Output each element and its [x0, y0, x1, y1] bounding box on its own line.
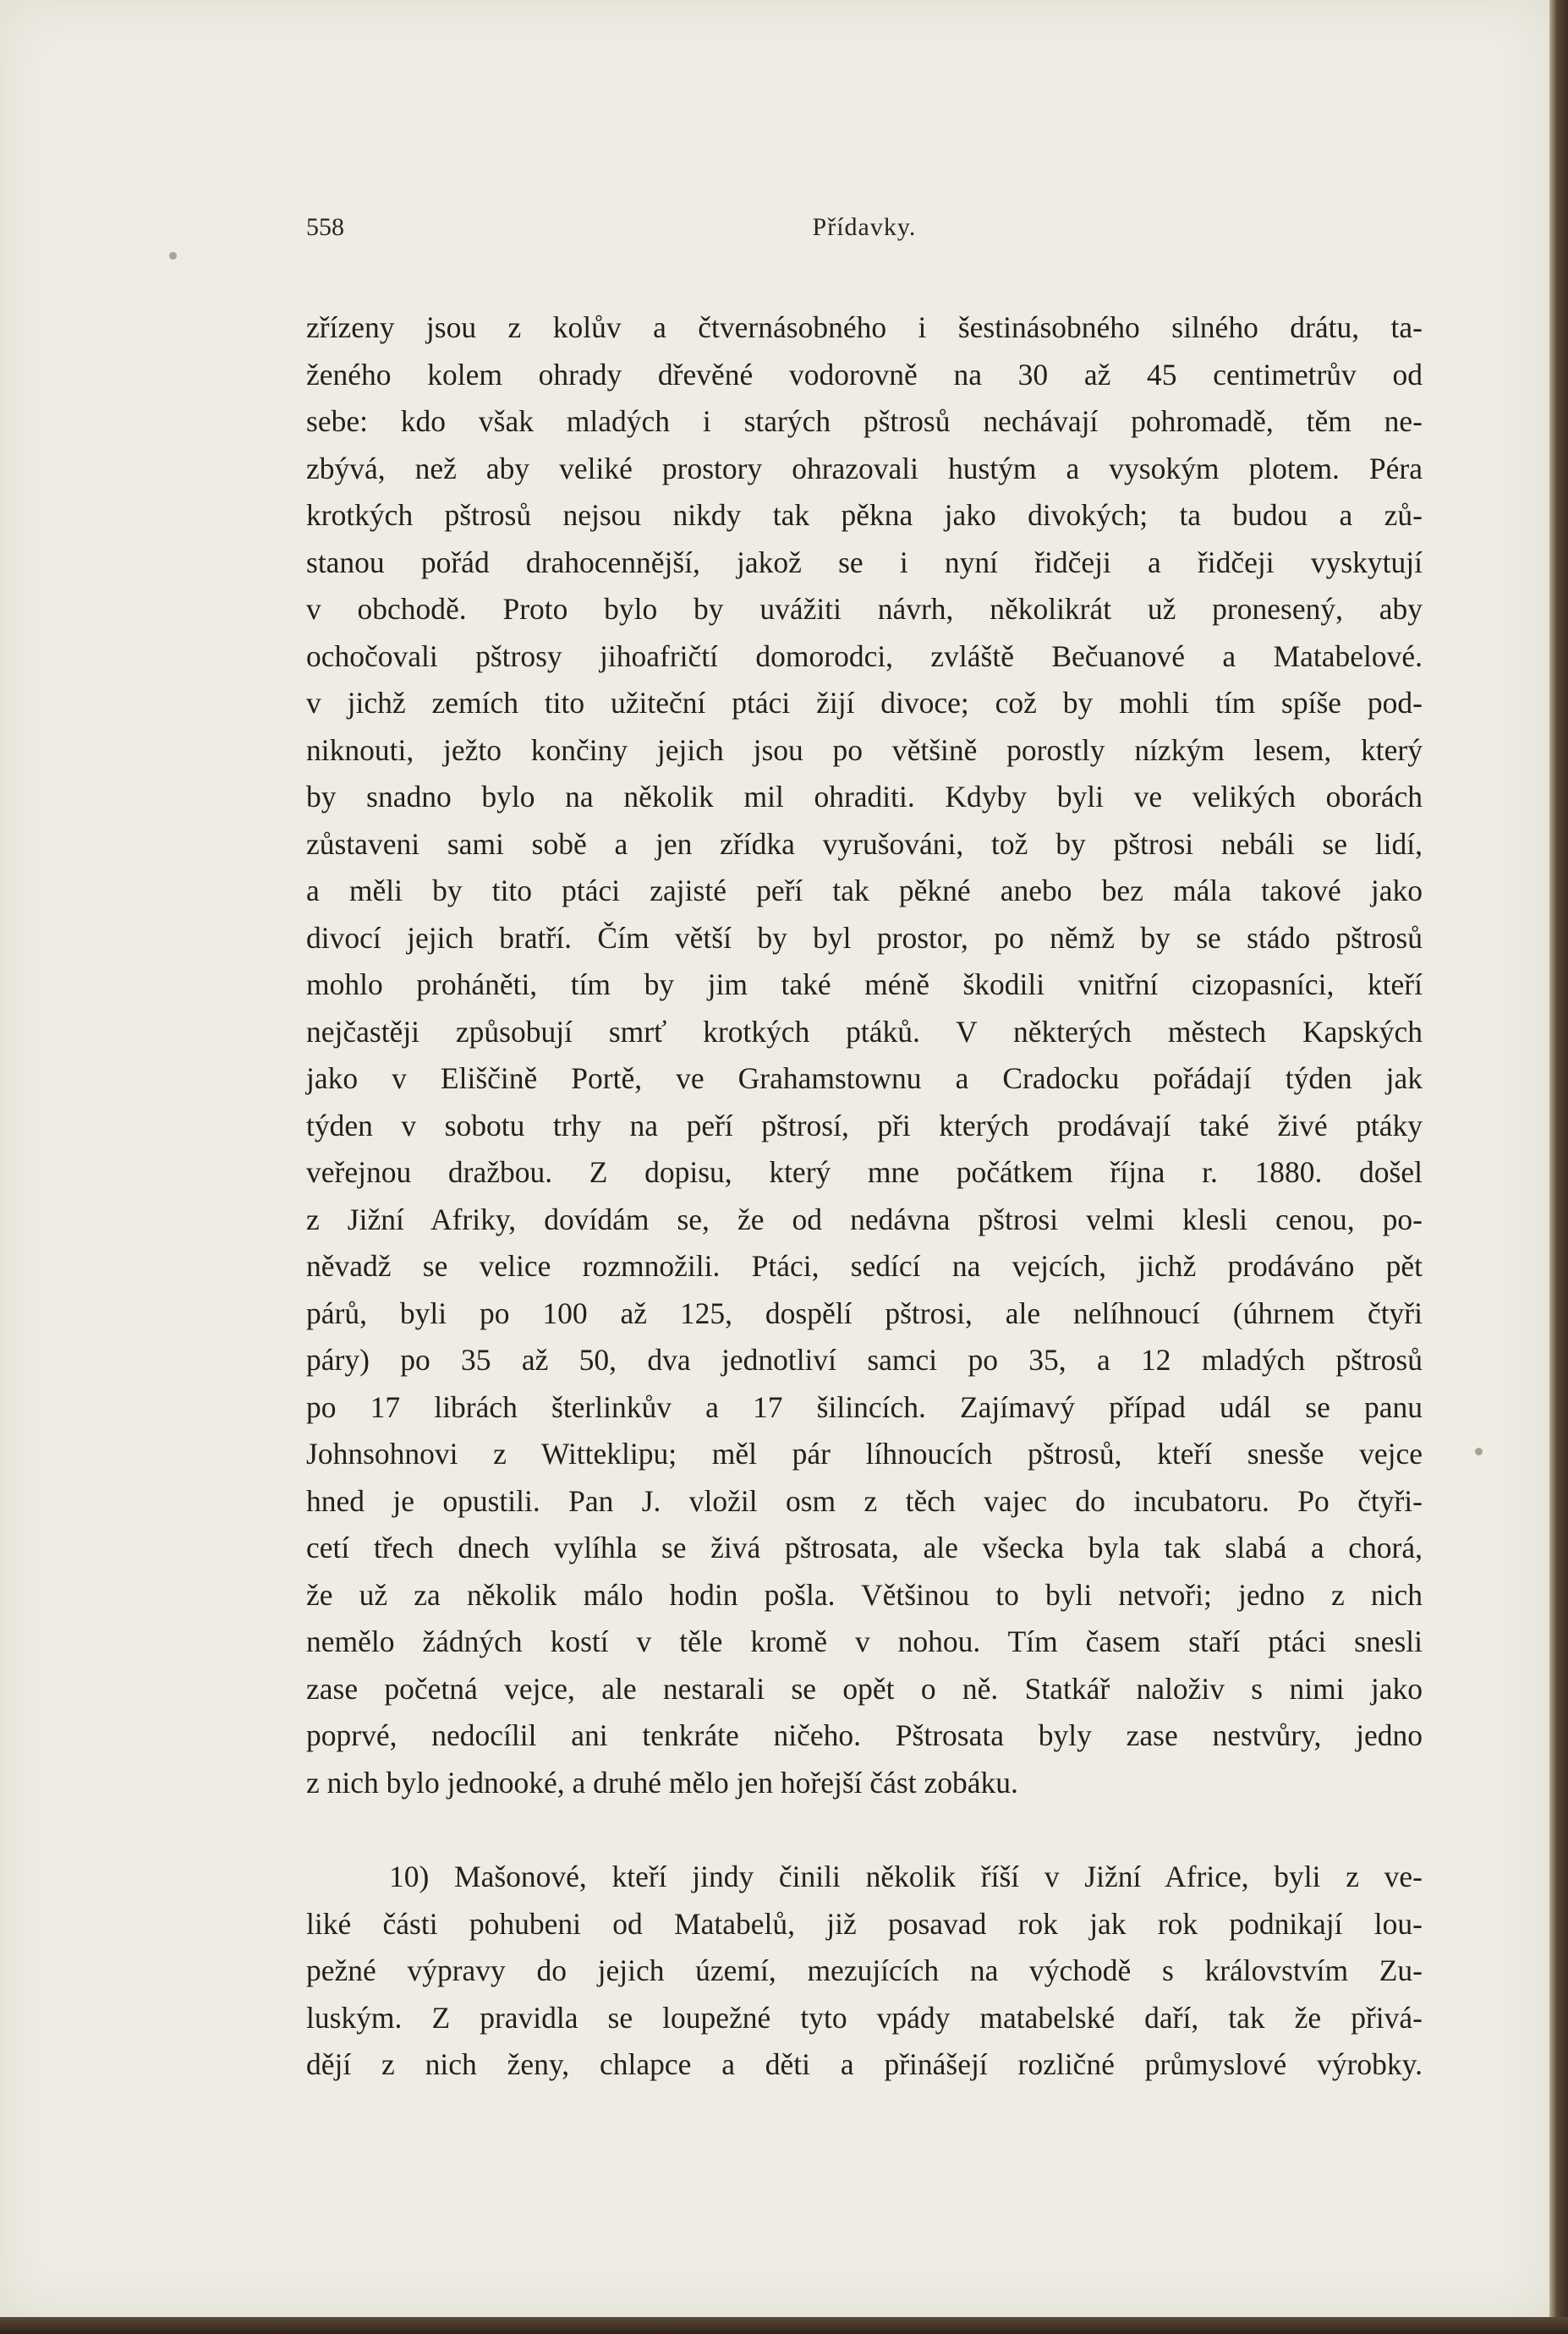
text-line: divocí jejich bratří. Čím větší by byl prostor, po němž by se stádo pštrosů — [306, 920, 1423, 955]
text-line: páry) po 35 až 50, dva jednotliví samci po 35, a 12 mladých pštrosů — [306, 1343, 1423, 1377]
text-line: dějí z nich ženy, chlapce a děti a přinášejí rozličné průmyslové výrobky. — [306, 2047, 1423, 2081]
text-line: týden v sobotu trhy na peří pštrosí, při kterých prodávají také živé ptáky — [306, 1108, 1423, 1142]
text-line: ženého kolem ohrady dřevěné vodorovně na 30 až 45 centimetrův od — [306, 357, 1423, 392]
running-title: Přídavky. — [812, 213, 917, 241]
text-line: pežné výpravy do jejich území, mezujících na východě s královstvím Zu- — [306, 1953, 1423, 1987]
text-line: sebe: kdo však mladých i starých pštrosů nechávají pohromadě, těm ne- — [306, 404, 1423, 438]
text-line: nemělo žádných kostí v těle kromě v nohou. Tím časem staří ptáci snesli — [306, 1624, 1423, 1658]
text-line: v obchodě. Proto bylo by uvážiti návrh, několikrát už pronesený, aby — [306, 592, 1423, 626]
text-line: jako v Eliščině Portě, ve Grahamstownu a Cradocku pořádají týden jak — [306, 1061, 1423, 1095]
text-line: Johnsohnovi z Witteklipu; měl pár líhnoucích pštrosů, kteří snesše vejce — [306, 1437, 1423, 1471]
text-line: něvadž se velice rozmnožili. Ptáci, sedící na vejcích, jichž prodáváno pět — [306, 1249, 1423, 1283]
text-line: stanou pořád drahocennější, jakož se i nyní řidčeji a řidčeji vyskytují — [306, 545, 1423, 579]
text-line: zbývá, než aby veliké prostory ohrazovali hustým a vysokým plotem. Péra — [306, 451, 1423, 485]
text-line: mohlo proháněti, tím by jim také méně škodili vnitřní cizopasníci, kteří — [306, 967, 1423, 1001]
text-line: hned je opustili. Pan J. vložil osm z těch vajec do incubatoru. Po čtyři- — [306, 1483, 1423, 1518]
text-line: poprvé, nedocílil ani tenkráte ničeho. Pštrosata byly zase nestvůry, jedno — [306, 1718, 1423, 1752]
text-line: by snadno bylo na několik mil ohraditi. Kdyby byli ve velikých oborách — [306, 780, 1423, 814]
text-line: veřejnou dražbou. Z dopisu, který mne počátkem října r. 1880. došel — [306, 1155, 1423, 1189]
page-number: 558 — [306, 213, 344, 241]
text-line: 10) Mašonové, kteří jindy činili několik říší v Jižní Africe, byli z ve- — [389, 1860, 1423, 1893]
text-line: v jichž zemích tito užiteční ptáci žijí divoce; což by mohli tím spíše pod- — [306, 686, 1423, 720]
text-line: po 17 librách šterlinkův a 17 šilincích. Zajímavý případ udál se panu — [306, 1389, 1423, 1424]
text-line: niknouti, ježto končiny jejich jsou po většině porostly nízkým lesem, který — [306, 732, 1423, 767]
text-line: zase početná vejce, ale nestarali se opět o ně. Statkář naloživ s nimi jako — [306, 1671, 1423, 1706]
text-line: že už za několik málo hodin pošla. Většinou to byli netvoři; jedno z nich — [306, 1577, 1423, 1612]
text-line: párů, byli po 100 až 125, dospělí pštrosi, ale nelíhnoucí (úhrnem čtyři — [306, 1296, 1423, 1330]
text-line: zřízeny jsou z kolův a čtvernásobného i šestinásobného silného drátu, ta- — [306, 310, 1423, 344]
body-text — [306, 304, 1423, 2089]
scan-border-right — [1549, 0, 1568, 2334]
text-line: z Jižní Afriky, dovídám se, že od nedávna pštrosi velmi klesli cenou, po- — [306, 1202, 1423, 1236]
page-speck-right — [1475, 1448, 1483, 1455]
page-header — [306, 213, 1423, 247]
text-line: krotkých pštrosů nejsou nikdy tak pěkna jako divokých; ta budou a zů- — [306, 498, 1423, 532]
text-line: cetí třech dnech vylíhla se živá pštrosata, ale všecka byla tak slabá a chorá, — [306, 1531, 1423, 1564]
text-line: a měli by tito ptáci zajisté peří tak pěkné anebo bez mála takové jako — [306, 874, 1423, 907]
text-line: zůstaveni sami sobě a jen zřídka vyrušováni, tož by pštrosi nebáli se lidí, — [306, 826, 1423, 861]
text-line: luským. Z pravidla se loupežné tyto vpády matabelské daří, tak že přivá- — [306, 2000, 1423, 2035]
paragraph-note-10-mashona — [306, 1854, 1423, 2089]
text-line: ochočovali pštrosy jihoafričtí domorodci, zvláště Bečuanové a Matabelové. — [306, 638, 1423, 673]
paragraph-ostrich-farming — [306, 304, 1423, 1806]
text-line: z nich bylo jednooké, a druhé mělo jen hořejší část zobáku. — [306, 1765, 1018, 1800]
scan-border-bottom — [0, 2317, 1568, 2334]
paragraph-spacer — [306, 1806, 1423, 1854]
text-line: nejčastěji způsobují smrť krotkých ptáků. V některých městech Kapských — [306, 1014, 1423, 1049]
text-line: liké části pohubeni od Matabelů, již posavad rok jak rok podnikají lou- — [306, 1906, 1423, 1941]
page-speck-left — [169, 252, 177, 260]
